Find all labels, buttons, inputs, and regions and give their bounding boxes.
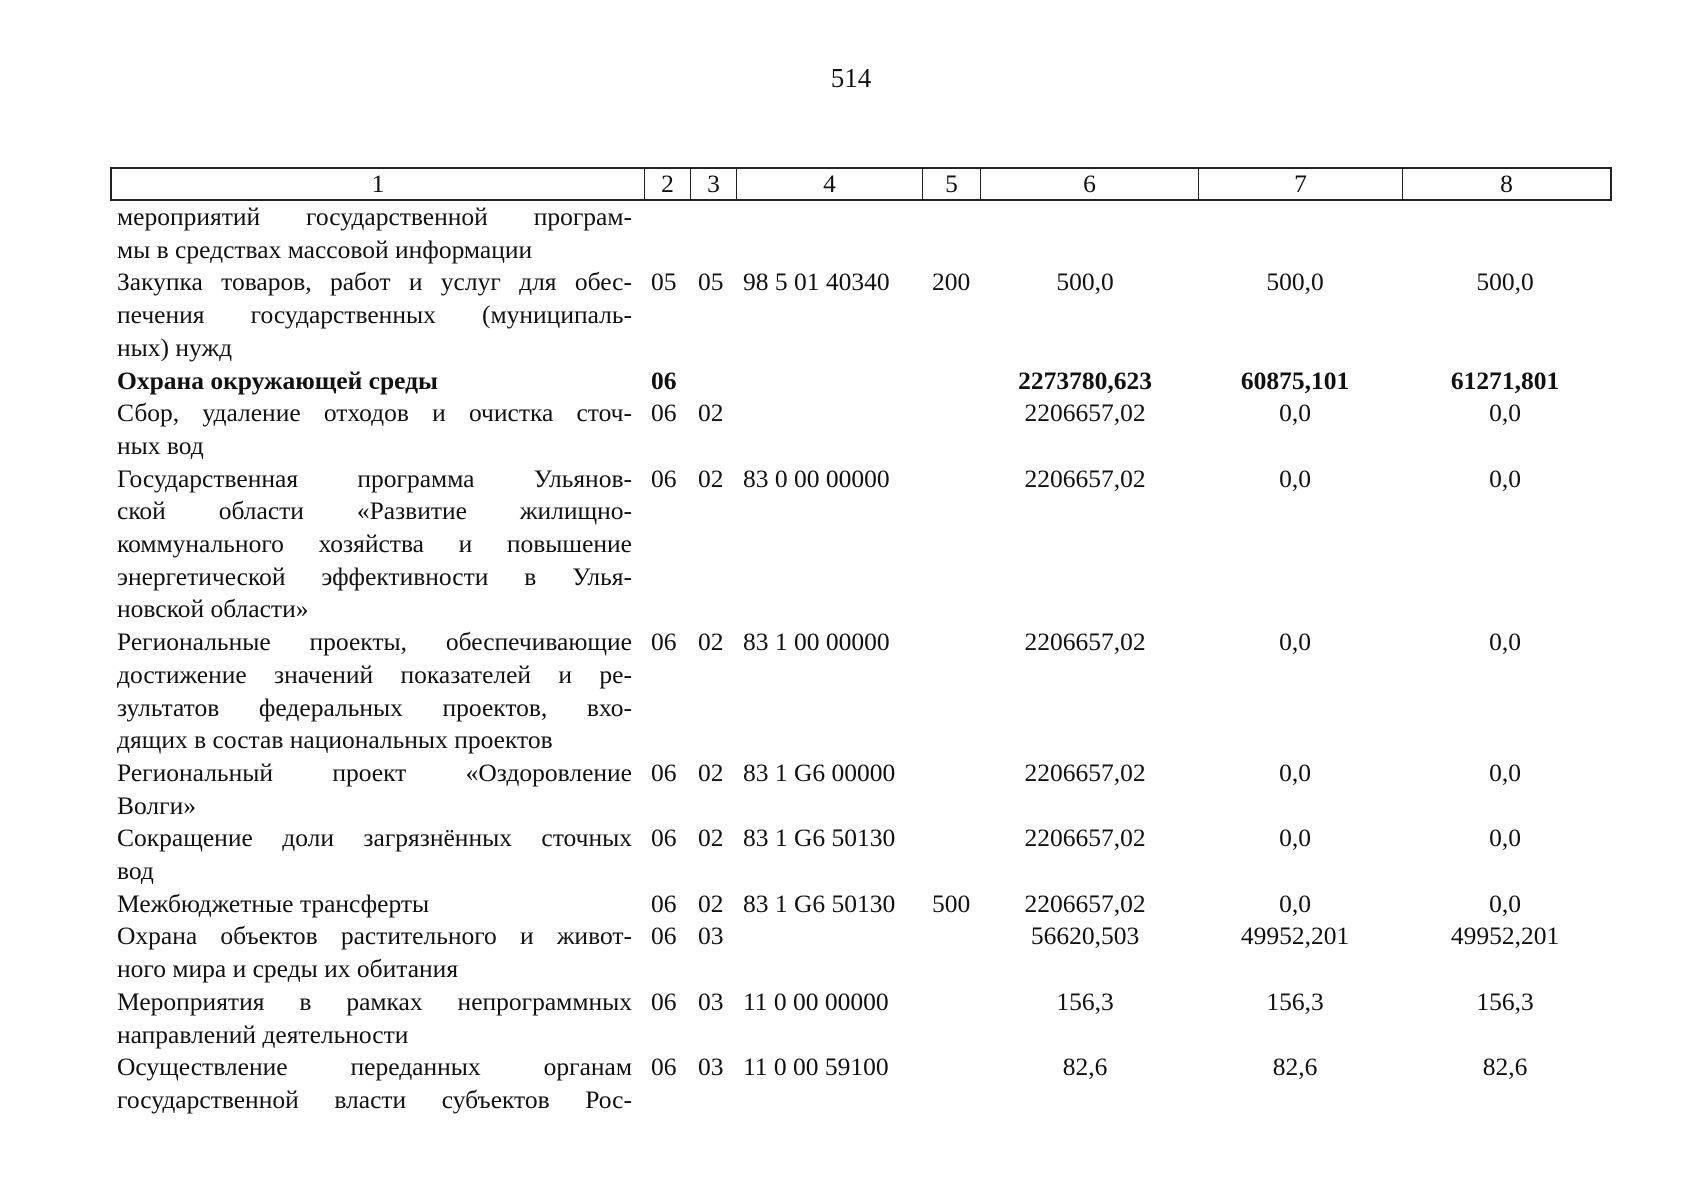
cell-col-8: 49952,201 — [1450, 921, 1560, 951]
row-name-line: вод — [117, 856, 154, 886]
cell-col-6: 82,6 — [1062, 1052, 1108, 1082]
cell-col-8: 0,0 — [1489, 757, 1521, 787]
row-name-line: мы в средствах массовой информации — [117, 234, 533, 264]
cell-col-8: 61271,801 — [1450, 365, 1560, 395]
row-name-line: Региональный проект «Оздоровление — [117, 757, 632, 787]
row-name-line: Охрана объектов растительного и живот- — [117, 921, 632, 951]
row-name-line: Волги» — [117, 790, 197, 820]
row-name-line: достижение значений показателей и ре- — [117, 659, 632, 689]
row-name-line: ской области «Развитие жилищно- — [117, 496, 632, 526]
cell-col-2: 06 — [651, 921, 677, 951]
header-col-3: 3 — [691, 169, 737, 199]
cell-col-7: 0,0 — [1279, 757, 1311, 787]
cell-col-2: 06 — [651, 757, 677, 787]
cell-col-8: 0,0 — [1489, 627, 1521, 657]
cell-col-2: 06 — [651, 823, 677, 853]
row-name-line: энергетической эффективности в Улья- — [117, 561, 632, 591]
cell-col-6: 156,3 — [1056, 986, 1114, 1016]
cell-col-4: 11 0 00 59100 — [743, 1052, 889, 1082]
cell-col-6: 2206657,02 — [1024, 757, 1146, 787]
row-name-line: новской области» — [117, 594, 309, 624]
cell-col-7: 0,0 — [1279, 627, 1311, 657]
table-row — [0, 888, 1702, 921]
cell-col-7: 0,0 — [1279, 888, 1311, 918]
cell-col-6: 2206657,02 — [1024, 398, 1146, 428]
cell-col-2: 05 — [651, 267, 677, 297]
header-col-7: 7 — [1199, 169, 1403, 199]
row-name-line: зультатов федеральных проектов, вхо- — [117, 692, 632, 722]
cell-col-2: 06 — [651, 398, 677, 428]
cell-col-5: 500 — [932, 888, 971, 918]
row-name — [117, 757, 632, 822]
row-name — [117, 201, 632, 266]
table-header — [110, 167, 1612, 201]
page-number: 514 — [830, 63, 872, 93]
cell-col-8: 0,0 — [1489, 398, 1521, 428]
table-row — [0, 266, 1702, 364]
cell-col-4: 11 0 00 00000 — [743, 986, 889, 1016]
cell-col-3: 03 — [698, 1052, 724, 1082]
cell-col-2: 06 — [651, 365, 677, 395]
table-row — [0, 986, 1702, 1051]
cell-col-6: 500,0 — [1056, 267, 1114, 297]
cell-col-2: 06 — [651, 627, 677, 657]
header-col-6: 6 — [981, 169, 1199, 199]
cell-col-6: 2206657,02 — [1024, 823, 1146, 853]
cell-col-6: 56620,503 — [1030, 921, 1140, 951]
row-name-line: Мероприятия в рамках непрограммных — [117, 986, 632, 1016]
row-name — [117, 626, 632, 757]
header-col-2: 2 — [645, 169, 691, 199]
row-name-line: Осуществление переданных органам — [117, 1052, 632, 1082]
row-name — [117, 365, 632, 398]
row-name — [117, 888, 632, 921]
table-body — [0, 201, 1702, 1117]
row-name — [117, 822, 632, 887]
row-name-line: направлений деятельности — [117, 1019, 409, 1049]
row-name-line: государственной власти субъектов Рос- — [117, 1084, 632, 1114]
cell-col-7: 500,0 — [1266, 267, 1324, 297]
cell-col-8: 0,0 — [1489, 888, 1521, 918]
table-row — [0, 626, 1702, 757]
table-row — [0, 463, 1702, 627]
row-name — [117, 463, 632, 627]
table-row — [0, 757, 1702, 822]
cell-col-7: 156,3 — [1266, 986, 1324, 1016]
cell-col-7: 49952,201 — [1240, 921, 1350, 951]
row-name-line: мероприятий государственной програм- — [117, 202, 632, 231]
row-name — [117, 986, 632, 1051]
cell-col-3: 02 — [698, 398, 724, 428]
cell-col-3: 02 — [698, 757, 724, 787]
cell-col-4: 83 1 00 00000 — [743, 627, 890, 657]
cell-col-3: 02 — [698, 888, 724, 918]
table-row — [0, 201, 1702, 266]
row-name-line: ного мира и среды их обитания — [117, 954, 459, 984]
cell-col-3: 03 — [698, 986, 724, 1016]
cell-col-6: 2206657,02 — [1024, 463, 1146, 493]
cell-col-7: 0,0 — [1279, 463, 1311, 493]
row-name-line: ных вод — [117, 430, 204, 460]
cell-col-8: 156,3 — [1476, 986, 1534, 1016]
cell-col-7: 60875,101 — [1240, 365, 1350, 395]
cell-col-3: 03 — [698, 921, 724, 951]
cell-col-7: 0,0 — [1279, 398, 1311, 428]
row-name-line: Охрана окружающей среды — [117, 365, 438, 395]
row-name-line: Закупка товаров, работ и услуг для обес- — [117, 267, 632, 297]
header-col-1: 1 — [112, 169, 645, 199]
cell-col-7: 82,6 — [1272, 1052, 1318, 1082]
table-row — [0, 365, 1702, 398]
cell-col-4: 98 5 01 40340 — [743, 267, 890, 297]
header-col-5: 5 — [923, 169, 981, 199]
cell-col-2: 06 — [651, 463, 677, 493]
row-name-line: ных) нужд — [117, 332, 233, 362]
cell-col-3: 02 — [698, 627, 724, 657]
cell-col-8: 0,0 — [1489, 823, 1521, 853]
row-name — [117, 397, 632, 462]
row-name — [117, 920, 632, 985]
cell-col-8: 82,6 — [1482, 1052, 1528, 1082]
cell-col-6: 2273780,623 — [1018, 365, 1152, 395]
cell-col-8: 500,0 — [1476, 267, 1534, 297]
cell-col-4: 83 1 G6 50130 — [743, 823, 896, 853]
row-name-line: Сокращение доли загрязнённых сточных — [117, 823, 632, 853]
cell-col-8: 0,0 — [1489, 463, 1521, 493]
row-name — [117, 266, 632, 364]
table-row — [0, 920, 1702, 985]
cell-col-4: 83 1 G6 50130 — [743, 888, 896, 918]
row-name-line: Государственная программа Ульянов- — [117, 463, 632, 493]
cell-col-3: 02 — [698, 463, 724, 493]
cell-col-2: 06 — [651, 888, 677, 918]
header-col-4: 4 — [737, 169, 923, 199]
row-name-line: Межбюджетные трансферты — [117, 888, 430, 918]
table-row — [0, 397, 1702, 462]
cell-col-3: 05 — [698, 267, 724, 297]
cell-col-6: 2206657,02 — [1024, 627, 1146, 657]
row-name-line: печения государственных (муниципаль- — [117, 300, 632, 330]
table-row — [0, 1051, 1702, 1116]
cell-col-4: 83 1 G6 00000 — [743, 757, 896, 787]
cell-col-2: 06 — [651, 1052, 677, 1082]
cell-col-5: 200 — [932, 267, 971, 297]
table-row — [0, 822, 1702, 887]
row-name — [117, 1051, 632, 1116]
cell-col-3: 02 — [698, 823, 724, 853]
cell-col-2: 06 — [651, 986, 677, 1016]
cell-col-6: 2206657,02 — [1024, 888, 1146, 918]
row-name-line: дящих в состав национальных проектов — [117, 725, 553, 755]
row-name-line: Региональные проекты, обеспечивающие — [117, 627, 632, 657]
cell-col-4: 83 0 00 00000 — [743, 463, 890, 493]
cell-col-7: 0,0 — [1279, 823, 1311, 853]
row-name-line: коммунального хозяйства и повышение — [117, 529, 632, 559]
header-col-8: 8 — [1500, 169, 1513, 198]
row-name-line: Сбор, удаление отходов и очистка сточ- — [117, 398, 632, 428]
